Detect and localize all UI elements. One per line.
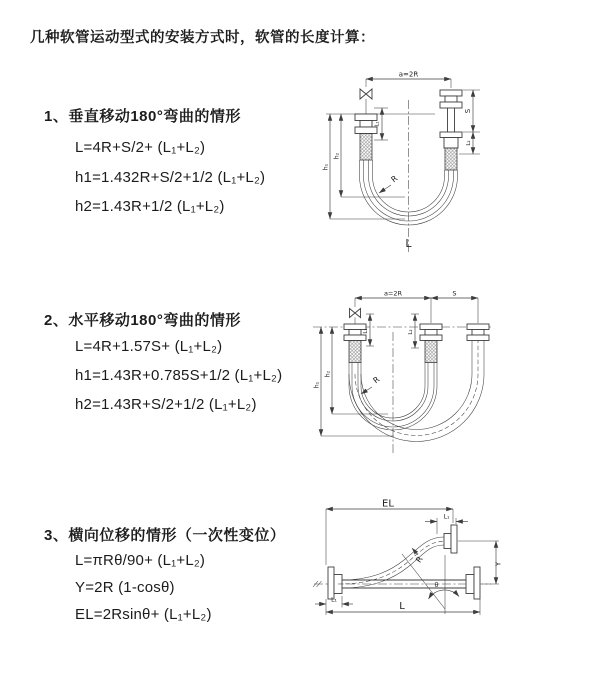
section-2-heading: 2、水平移动180°弯曲的情形 — [44, 312, 241, 329]
left-flange-fitting — [328, 567, 342, 599]
section-3-formula-el: EL=2Rsinθ+ (L₁+L₂) — [75, 606, 212, 623]
page-title: 几种软管运动型式的安装方式时，软管的长度计算： — [30, 30, 375, 46]
dim-s-l2 — [459, 90, 480, 154]
dim-label-h1: h₁ — [322, 163, 330, 171]
diagram-lateral-displacement — [308, 497, 598, 669]
dim-l2 — [408, 314, 419, 348]
valve-icon — [360, 89, 372, 114]
diagram-horizontal-180 — [308, 286, 598, 464]
dim-label-l1-top: L₁ — [443, 513, 450, 521]
dim-label-a2r: a=2R — [383, 289, 403, 298]
length-label: L — [399, 601, 405, 612]
dim-l1 — [374, 108, 388, 140]
right-pipe-fitting — [440, 90, 462, 170]
section-1-formula-l: L=4R+S/2+ (L₁+L₂) — [75, 139, 206, 156]
dim-l1-top — [425, 514, 468, 535]
dim-label-l1: L₁ — [374, 121, 381, 127]
section-2-formula-h1: h1=1.43R+0.785S+1/2 (L₁+L₂) — [75, 367, 283, 384]
dim-label-s: S — [464, 108, 472, 114]
radius-callout — [361, 375, 382, 394]
dim-label-h1: h₁ — [313, 381, 321, 389]
dim-label-a2r: a=2R — [398, 70, 419, 79]
section-3-formula-l: L=πRθ/90+ (L₁+L₂) — [75, 552, 206, 569]
dim-label-h2: h₂ — [333, 152, 341, 160]
section-3-formula-y: Y=2R (1-cosθ) — [75, 579, 175, 596]
dim-label-l2: L₂ — [408, 329, 414, 335]
right-flange-fitting — [466, 567, 480, 599]
dim-l — [326, 596, 480, 615]
dim-label-el: EL — [382, 498, 394, 510]
dim-label-h2: h₂ — [324, 370, 332, 378]
left-pipe-fitting — [355, 114, 377, 160]
section-1-heading: 1、垂直移动180°弯曲的情形 — [44, 108, 241, 125]
dim-el — [326, 499, 453, 566]
dim-label-l2: L₂ — [466, 140, 472, 146]
section-2-formula-h2: h2=1.43R+S/2+1/2 (L₁+L₂) — [75, 396, 257, 413]
radius-callout — [379, 174, 400, 193]
middle-pipe-fitting — [420, 324, 442, 363]
dim-a2r — [366, 71, 451, 89]
section-3-heading: 3、横向位移的情形（一次性变位） — [44, 527, 286, 544]
hose-u-bend-displaced — [349, 341, 484, 442]
radius-label: R — [371, 374, 382, 386]
radius-label: R — [389, 173, 400, 185]
section-1-formula-h2: h2=1.43R+1/2 (L₁+L₂) — [75, 198, 225, 215]
dim-label-y: Y — [494, 561, 503, 567]
dim-label-theta: θ — [434, 581, 439, 589]
dim-a2r-s — [355, 290, 478, 324]
radius-label: R — [414, 554, 425, 565]
dim-l1-bottom — [315, 596, 353, 608]
dim-label-l1: L₁ — [363, 328, 369, 334]
dim-label-s: S — [452, 289, 457, 298]
valve-icon — [350, 309, 361, 325]
right-pipe-fitting — [467, 324, 489, 341]
section-1-formula-h1: h1=1.432R+S/2+1/2 (L₁+L₂) — [75, 169, 266, 186]
dim-label-l1-bottom: L₁ — [331, 596, 337, 604]
diagram-vertical-180 — [308, 64, 598, 260]
length-label: L — [405, 237, 412, 250]
section-2-formula-l: L=4R+1.57S+ (L₁+L₂) — [75, 338, 223, 355]
upper-flange-fitting — [444, 525, 457, 553]
dim-l1 — [363, 314, 374, 346]
